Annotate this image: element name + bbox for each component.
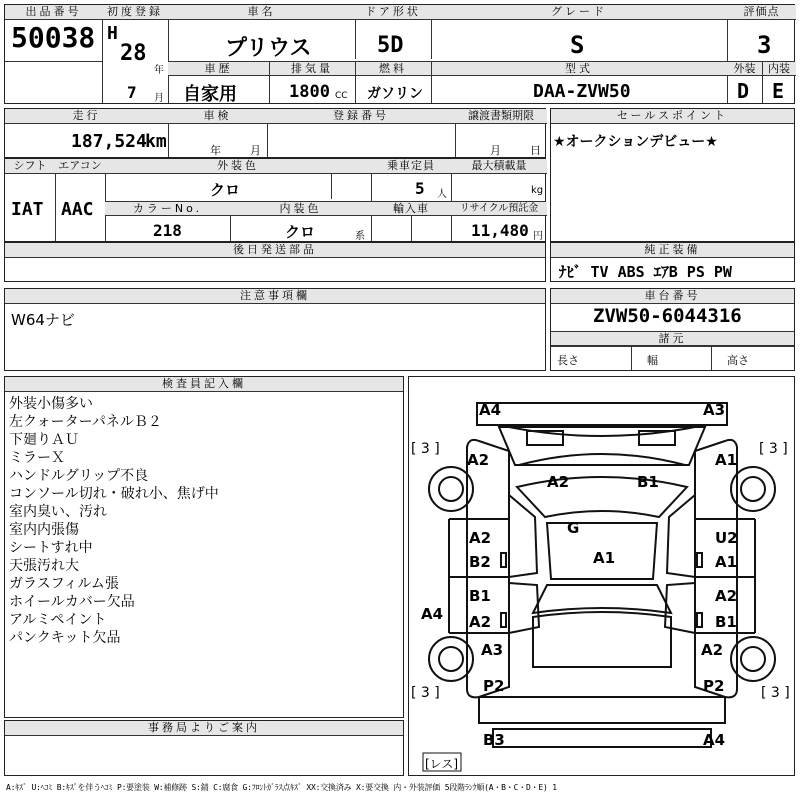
cc-unit: CC [335, 91, 348, 101]
doors: 5D [377, 33, 404, 58]
score: 3 [757, 31, 772, 59]
mark-fdoor-r1: U2 [715, 529, 738, 547]
ext-label: 外装 [727, 62, 762, 76]
office-box [4, 720, 404, 776]
office-label: 事務局よりご案内 [5, 721, 403, 736]
inspection-label: 車検 [168, 109, 267, 124]
recycle-unit: 円 [533, 231, 543, 242]
int-label: 内装 [762, 62, 796, 76]
inspection-year-unit: 年 [210, 144, 221, 157]
mark-qtr-r: A2 [701, 641, 724, 659]
mark-spare: [レス] [425, 757, 459, 771]
inspector-note-line: ハンドルグリップ不良 [9, 468, 149, 484]
ac-label: エアコン [55, 159, 105, 174]
mileage: 187,524 [71, 131, 147, 152]
sales-point-box [550, 108, 795, 242]
lot-label: 出品番号 [5, 5, 102, 20]
equipment-box [550, 242, 795, 282]
history: 自家用 [183, 84, 237, 105]
inspector-note-line: 下廻りＡＵ [9, 432, 79, 448]
capacity-unit: 人 [437, 189, 447, 200]
shift-label: シフト [5, 159, 55, 174]
inspector-note-line: ガラスフィルム張 [9, 576, 119, 592]
intcolor-label: 内装色 [230, 202, 371, 216]
inspector-box [4, 376, 404, 718]
mark-sill-l: A4 [421, 605, 444, 623]
inspector-note-line: 室内臭い、汚れ [9, 504, 107, 520]
inspector-note-line: 室内内張傷 [9, 522, 79, 538]
inspector-note-line: 外装小傷多い [9, 396, 93, 412]
mark-front-right: A3 [703, 401, 726, 419]
mark-fdoor-r2: A1 [715, 553, 738, 571]
transfer-day-unit: 日 [530, 144, 541, 157]
caution-text: W64ナビ [11, 311, 75, 329]
recycle-label: リサイクル預託金 [451, 202, 547, 216]
mark-tire-rr: [ 3 ] [761, 685, 790, 701]
mark-tire-rl: [ 3 ] [411, 685, 440, 701]
era: H [107, 23, 118, 44]
width-label: 幅 [647, 354, 658, 367]
int-grade: E [772, 79, 785, 103]
mark-roof: A1 [593, 549, 616, 567]
mark-hood-l: A2 [547, 473, 570, 491]
sales-point: ★オークションデビュー★ [553, 134, 718, 150]
capacity-label: 乗車定員 [371, 159, 451, 174]
color-label: 外装色 [105, 159, 371, 174]
specs-label: 諸元 [551, 331, 794, 346]
history-label: 車歴 [168, 62, 269, 76]
colorno-label: カラーNo. [105, 202, 230, 216]
model: DAA-ZVW50 [533, 81, 631, 102]
mark-rdoor-r1: A2 [715, 587, 738, 605]
mark-fdoor-l1: A2 [469, 529, 492, 547]
legend: A:ｷｽﾞ U:ﾍｺﾐ B:ｷｽﾞを伴うﾍｺﾐ P:要塗装 W:補修跡 S:錆 C:腐食 G:ﾌﾛﾝﾄｶﾞﾗｽ点ｷｽﾞ XX:交換済み X:要交換 内・外装評価 5段階ﾗﾝｸ順(A・B・C・D・E) 1 [6, 783, 557, 792]
mark-front-left: A4 [479, 401, 502, 419]
mark-bumper-r: A4 [703, 731, 726, 749]
inspector-note-line: ホイールカバー欠品 [9, 594, 135, 610]
car-outline [409, 377, 794, 775]
reg-month: 7 [127, 83, 137, 102]
car-name: プリウス [225, 36, 312, 61]
regno-label: 登録番号 [267, 109, 455, 124]
mark-rear-r: P2 [703, 677, 725, 695]
sales-label: セールスポイント [551, 109, 794, 124]
mark-rear-l: P2 [483, 677, 505, 695]
grade-label: グレード [431, 5, 727, 20]
month-unit: 月 [154, 93, 164, 104]
mileage-label: 走行 [5, 109, 168, 124]
mark-qtr-l: A3 [481, 641, 504, 659]
int-color: クロ [285, 223, 316, 241]
mark-tire-fl: [ 3 ] [411, 441, 440, 457]
color-no: 218 [153, 221, 182, 240]
mark-rdoor-r2: B1 [715, 613, 737, 631]
load-label: 最大積載量 [451, 159, 547, 174]
grade: S [570, 31, 585, 59]
model-label: 型式 [431, 62, 727, 76]
transfer-label: 譲渡書類期限 [455, 109, 547, 124]
mark-fender-l: A2 [467, 451, 490, 469]
length-label: 長さ [557, 354, 579, 367]
height-label: 高さ [727, 354, 749, 367]
displacement-label: 排気量 [269, 62, 355, 76]
later-parts-box [4, 242, 546, 282]
caution-label: 注意事項欄 [5, 289, 545, 304]
reg-label: 初度登録 [102, 5, 168, 20]
mark-bumper-l: B3 [483, 731, 505, 749]
mark-rdoor-l2: A2 [469, 613, 492, 631]
inspector-note-line: アルミペイント [9, 612, 107, 628]
inspector-notes [9, 395, 219, 647]
caution-box [4, 288, 546, 371]
displacement: 1800 [289, 82, 330, 102]
later-label: 後日発送部品 [5, 243, 545, 258]
inspector-note-line: 天張汚れ大 [9, 558, 79, 574]
mark-fender-r: A1 [715, 451, 738, 469]
inspector-note-line: シートすれ中 [9, 540, 93, 556]
color: クロ [210, 181, 241, 199]
mileage-row [4, 108, 546, 158]
transfer-month-unit: 月 [490, 144, 501, 157]
recycle: 11,480 [471, 221, 529, 240]
mark-rdoor-l1: B1 [469, 587, 491, 605]
inspector-note-line: ミラーＸ [9, 450, 65, 466]
mark-hood-r: B1 [637, 473, 659, 491]
load-unit: kg [531, 185, 544, 196]
mark-tire-fr: [ 3 ] [759, 441, 788, 457]
ext-grade: D [737, 79, 750, 103]
km-unit: km [145, 131, 167, 152]
inspection-month-unit: 月 [250, 144, 261, 157]
score-label: 評価点 [727, 5, 796, 20]
inspector-label: 検査員記入欄 [5, 377, 403, 392]
chassis-number: ZVW50-6044316 [593, 305, 742, 327]
fuel-label: 燃料 [355, 62, 431, 76]
reg-year: 28 [120, 41, 147, 66]
shift: IAT [11, 199, 44, 220]
lot-number: 50038 [11, 21, 96, 54]
chassis-label: 車台番号 [551, 289, 794, 304]
chassis-box [550, 288, 795, 371]
inspector-note-line: 左クォーターパネルＢ２ [9, 414, 162, 430]
year-unit: 年 [154, 65, 164, 76]
mark-windshield: G [567, 519, 580, 537]
ac: AAC [61, 199, 94, 220]
equipment: ﾅﾋﾞ TV ABS ｴｱB PS PW [559, 263, 732, 281]
damage-diagram [408, 376, 795, 776]
equip-label: 純正装備 [551, 243, 794, 258]
door-label: ドア形状 [355, 5, 431, 20]
header-grid-top [4, 4, 795, 104]
inspector-note-line: パンクキット欠品 [9, 630, 121, 646]
mark-fdoor-l2: B2 [469, 553, 491, 571]
capacity: 5 [415, 179, 425, 198]
spec-grid [4, 158, 546, 242]
fuel: ガソリン [367, 86, 423, 102]
name-label: 車名 [168, 5, 355, 20]
int-color-unit: 系 [355, 231, 365, 242]
inspector-note-line: コンソール切れ・破れ小、焦げ中 [9, 486, 219, 502]
import-label: 輸入車 [371, 202, 451, 216]
